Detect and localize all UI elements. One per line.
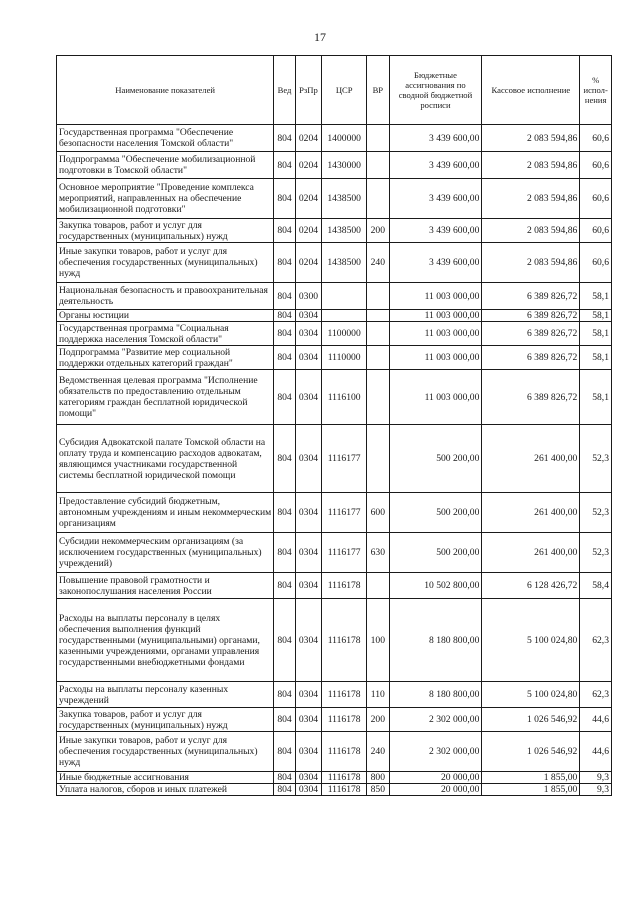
header-rzpr: РзПр [295, 56, 322, 125]
cell-csr: 1116177 [322, 425, 367, 493]
cell-name: Национальная безопасность и правоохранительная деятельность [57, 283, 274, 310]
cell-pct: 9,3 [580, 784, 612, 796]
cell-name: Закупка товаров, работ и услуг для государственных (муниципальных) нужд [57, 219, 274, 243]
cell-pct: 60,6 [580, 243, 612, 283]
cell-assign: 500 200,00 [389, 533, 482, 573]
cell-assign: 2 302 000,00 [389, 708, 482, 732]
table-row [57, 493, 612, 533]
cell-vr: 200 [367, 708, 389, 732]
cell-pct: 58,1 [580, 283, 612, 310]
cell-pct: 52,3 [580, 493, 612, 533]
cell-ved: 804 [274, 310, 295, 322]
cell-rzpr: 0300 [295, 283, 322, 310]
table-row [57, 682, 612, 708]
cell-pct: 44,6 [580, 708, 612, 732]
cell-assign: 10 502 800,00 [389, 573, 482, 599]
cell-cash: 1 855,00 [482, 784, 580, 796]
cell-vr [367, 370, 389, 425]
cell-csr: 1116178 [322, 682, 367, 708]
cell-rzpr: 0304 [295, 784, 322, 796]
cell-rzpr: 0204 [295, 219, 322, 243]
cell-ved: 804 [274, 322, 295, 346]
cell-ved: 804 [274, 682, 295, 708]
cell-cash: 5 100 024,80 [482, 682, 580, 708]
cell-name: Органы юстиции [57, 310, 274, 322]
cell-ved: 804 [274, 283, 295, 310]
cell-cash: 6 389 826,72 [482, 310, 580, 322]
table-row [57, 152, 612, 179]
cell-name: Иные закупки товаров, работ и услуг для обеспечения государственных (муниципальных) нужд [57, 732, 274, 772]
cell-assign: 3 439 600,00 [389, 219, 482, 243]
cell-ved: 804 [274, 179, 295, 219]
cell-rzpr: 0304 [295, 599, 322, 682]
cell-rzpr: 0304 [295, 708, 322, 732]
cell-name: Государственная программа "Социальная поддержка населения Томской области" [57, 322, 274, 346]
table-row [57, 425, 612, 493]
cell-rzpr: 0304 [295, 573, 322, 599]
cell-assign: 3 439 600,00 [389, 179, 482, 219]
cell-assign: 11 003 000,00 [389, 346, 482, 370]
cell-name: Основное мероприятие "Проведение комплекса мероприятий, направленных на обеспечение мобилизационной подготовки" [57, 179, 274, 219]
cell-pct: 52,3 [580, 425, 612, 493]
table-row [57, 732, 612, 772]
cell-assign: 2 302 000,00 [389, 732, 482, 772]
cell-vr: 600 [367, 493, 389, 533]
cell-rzpr: 0304 [295, 682, 322, 708]
page-number: 17 [314, 30, 326, 44]
cell-name: Иные бюджетные ассигнования [57, 772, 274, 784]
cell-assign: 11 003 000,00 [389, 283, 482, 310]
cell-name: Государственная программа "Обеспечение безопасности населения Томской области" [57, 125, 274, 152]
header-csr: ЦСР [322, 56, 367, 125]
cell-vr: 240 [367, 732, 389, 772]
cell-csr: 1116178 [322, 599, 367, 682]
cell-csr: 1116178 [322, 708, 367, 732]
header-assign: Бюджетные ассигнования по сводной бюджетной росписи [389, 56, 482, 125]
cell-vr: 800 [367, 772, 389, 784]
table-row [57, 370, 612, 425]
cell-rzpr: 0304 [295, 533, 322, 573]
cell-pct: 60,6 [580, 125, 612, 152]
table-row [57, 179, 612, 219]
cell-ved: 804 [274, 599, 295, 682]
cell-csr: 1430000 [322, 152, 367, 179]
cell-name: Расходы на выплаты персоналу в целях обеспечения выполнения функций государственными (муниципальными) органами, казенными учреждениями, органами управления государственными внебюджетными фондами [57, 599, 274, 682]
cell-csr: 1116100 [322, 370, 367, 425]
cell-ved: 804 [274, 772, 295, 784]
cell-vr [367, 283, 389, 310]
cell-cash: 6 389 826,72 [482, 370, 580, 425]
cell-ved: 804 [274, 370, 295, 425]
cell-pct: 9,3 [580, 772, 612, 784]
table-row [57, 599, 612, 682]
cell-vr [367, 310, 389, 322]
cell-cash: 2 083 594,86 [482, 179, 580, 219]
cell-csr: 1116177 [322, 493, 367, 533]
cell-name: Подпрограмма "Обеспечение мобилизационной подготовки в Томской области" [57, 152, 274, 179]
cell-csr [322, 310, 367, 322]
cell-assign: 8 180 800,00 [389, 682, 482, 708]
table-row [57, 243, 612, 283]
cell-cash: 6 389 826,72 [482, 322, 580, 346]
cell-name: Предоставление субсидий бюджетным, автономным учреждениям и иным некоммерческим организациям [57, 493, 274, 533]
cell-rzpr: 0204 [295, 125, 322, 152]
cell-cash: 1 026 546,92 [482, 732, 580, 772]
cell-ved: 804 [274, 533, 295, 573]
cell-rzpr: 0304 [295, 772, 322, 784]
cell-ved: 804 [274, 573, 295, 599]
cell-cash: 6 389 826,72 [482, 346, 580, 370]
cell-vr: 100 [367, 599, 389, 682]
cell-ved: 804 [274, 125, 295, 152]
cell-rzpr: 0204 [295, 243, 322, 283]
cell-vr [367, 152, 389, 179]
cell-assign: 8 180 800,00 [389, 599, 482, 682]
cell-name: Субсидии некоммерческим организациям (за исключением государственных (муниципальных) учреждений) [57, 533, 274, 573]
cell-vr: 630 [367, 533, 389, 573]
header-name: Наименование показателей [57, 56, 274, 125]
cell-vr [367, 125, 389, 152]
table-row [57, 346, 612, 370]
budget-execution-table [56, 55, 612, 796]
cell-ved: 804 [274, 152, 295, 179]
cell-pct: 58,4 [580, 573, 612, 599]
cell-name: Закупка товаров, работ и услуг для государственных (муниципальных) нужд [57, 708, 274, 732]
cell-rzpr: 0204 [295, 152, 322, 179]
cell-pct: 52,3 [580, 533, 612, 573]
cell-pct: 62,3 [580, 682, 612, 708]
cell-pct: 60,6 [580, 152, 612, 179]
cell-cash: 2 083 594,86 [482, 125, 580, 152]
cell-vr [367, 179, 389, 219]
cell-assign: 500 200,00 [389, 493, 482, 533]
cell-cash: 2 083 594,86 [482, 243, 580, 283]
cell-pct: 58,1 [580, 346, 612, 370]
cell-vr: 200 [367, 219, 389, 243]
cell-cash: 2 083 594,86 [482, 219, 580, 243]
table-body [57, 125, 612, 796]
cell-pct: 58,1 [580, 370, 612, 425]
table-row [57, 708, 612, 732]
cell-csr: 1400000 [322, 125, 367, 152]
cell-vr [367, 425, 389, 493]
cell-csr: 1116178 [322, 772, 367, 784]
cell-name: Ведомственная целевая программа "Исполнение обязательств по предоставлению отдельным категориям граждан бесплатной юридической помощи" [57, 370, 274, 425]
cell-vr [367, 346, 389, 370]
cell-rzpr: 0304 [295, 370, 322, 425]
cell-pct: 44,6 [580, 732, 612, 772]
cell-pct: 58,1 [580, 310, 612, 322]
cell-ved: 804 [274, 219, 295, 243]
table-row [57, 322, 612, 346]
cell-name: Уплата налогов, сборов и иных платежей [57, 784, 274, 796]
cell-assign: 500 200,00 [389, 425, 482, 493]
cell-vr: 240 [367, 243, 389, 283]
cell-assign: 3 439 600,00 [389, 152, 482, 179]
cell-cash: 261 400,00 [482, 425, 580, 493]
cell-ved: 804 [274, 732, 295, 772]
cell-vr: 110 [367, 682, 389, 708]
table-row [57, 310, 612, 322]
cell-csr: 1116178 [322, 732, 367, 772]
cell-ved: 804 [274, 425, 295, 493]
cell-vr [367, 573, 389, 599]
cell-rzpr: 0304 [295, 425, 322, 493]
cell-name: Субсидия Адвокатской палате Томской области на оплату труда и компенсацию расходов адвокатам, являющимся участниками государственной системы бесплатной юридической помощи [57, 425, 274, 493]
cell-assign: 20 000,00 [389, 784, 482, 796]
cell-rzpr: 0204 [295, 179, 322, 219]
cell-pct: 60,6 [580, 219, 612, 243]
cell-assign: 3 439 600,00 [389, 243, 482, 283]
cell-rzpr: 0304 [295, 346, 322, 370]
table-row [57, 533, 612, 573]
cell-rzpr: 0304 [295, 322, 322, 346]
header-cash: Кассовое исполнение [482, 56, 580, 125]
header-vr: ВР [367, 56, 389, 125]
table-row [57, 283, 612, 310]
cell-csr: 1116178 [322, 573, 367, 599]
cell-assign: 3 439 600,00 [389, 125, 482, 152]
cell-ved: 804 [274, 346, 295, 370]
cell-vr [367, 322, 389, 346]
cell-rzpr: 0304 [295, 310, 322, 322]
cell-name: Иные закупки товаров, работ и услуг для обеспечения государственных (муниципальных) нужд [57, 243, 274, 283]
cell-ved: 804 [274, 708, 295, 732]
cell-cash: 261 400,00 [482, 533, 580, 573]
cell-cash: 5 100 024,80 [482, 599, 580, 682]
cell-csr: 1100000 [322, 322, 367, 346]
cell-cash: 6 128 426,72 [482, 573, 580, 599]
table-row [57, 772, 612, 784]
cell-pct: 58,1 [580, 322, 612, 346]
header-pct: % испол-нения [580, 56, 612, 125]
cell-csr: 1116178 [322, 784, 367, 796]
cell-ved: 804 [274, 784, 295, 796]
cell-csr: 1116177 [322, 533, 367, 573]
table-row [57, 125, 612, 152]
cell-assign: 11 003 000,00 [389, 310, 482, 322]
header-ved: Вед [274, 56, 295, 125]
cell-name: Расходы на выплаты персоналу казенных учреждений [57, 682, 274, 708]
cell-assign: 11 003 000,00 [389, 322, 482, 346]
cell-cash: 2 083 594,86 [482, 152, 580, 179]
cell-cash: 261 400,00 [482, 493, 580, 533]
cell-csr: 1438500 [322, 179, 367, 219]
cell-csr: 1438500 [322, 219, 367, 243]
cell-vr: 850 [367, 784, 389, 796]
cell-ved: 804 [274, 243, 295, 283]
table-row [57, 573, 612, 599]
cell-name: Подпрограмма "Развитие мер социальной поддержки отдельных категорий граждан" [57, 346, 274, 370]
cell-pct: 62,3 [580, 599, 612, 682]
cell-assign: 20 000,00 [389, 772, 482, 784]
table-row [57, 784, 612, 796]
cell-cash: 1 026 546,92 [482, 708, 580, 732]
cell-ved: 804 [274, 493, 295, 533]
cell-rzpr: 0304 [295, 493, 322, 533]
cell-cash: 6 389 826,72 [482, 283, 580, 310]
cell-rzpr: 0304 [295, 732, 322, 772]
cell-pct: 60,6 [580, 179, 612, 219]
cell-assign: 11 003 000,00 [389, 370, 482, 425]
table-row [57, 219, 612, 243]
table-header-row [57, 56, 612, 125]
cell-csr: 1110000 [322, 346, 367, 370]
cell-csr: 1438500 [322, 243, 367, 283]
cell-name: Повышение правовой грамотности и законопослушания населения России [57, 573, 274, 599]
cell-csr [322, 283, 367, 310]
cell-cash: 1 855,00 [482, 772, 580, 784]
